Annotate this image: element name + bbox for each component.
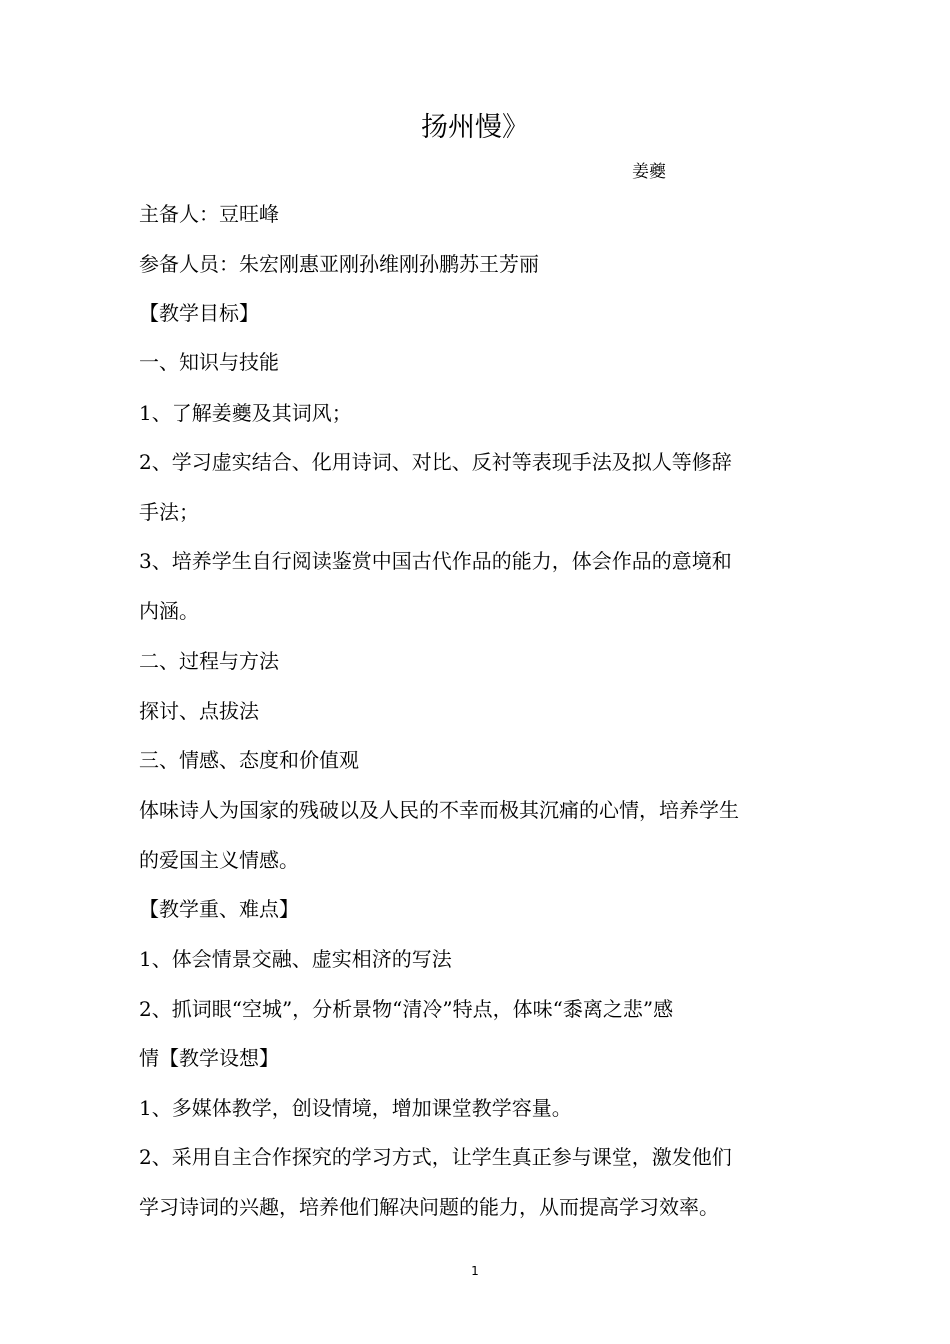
text-line: 2、学习虚实结合、化用诗词、对比、反衬等表现手法及拟人等修辞 — [139, 450, 732, 474]
text-line: 体味诗人为国家的残破以及人民的不幸而极其沉痛的心情，培养学生 — [139, 798, 739, 822]
text-line: 3、培养学生自行阅读鉴赏中国古代作品的能力，体会作品的意境和 — [139, 549, 732, 573]
text-line: 情【教学设想】 — [139, 1046, 279, 1070]
text-line: 1、了解姜夔及其词风； — [139, 401, 352, 425]
text-line: 探讨、点拔法 — [139, 699, 259, 723]
text-line: 1、体会情景交融、虚实相济的写法 — [139, 947, 452, 971]
text-line: 2、抓词眼“空城”，分析景物“清冷”特点，体味“黍离之悲”感 — [139, 997, 674, 1021]
text-line: 学习诗词的兴趣，培养他们解决问题的能力，从而提高学习效率。 — [139, 1195, 719, 1219]
text-line: 的爱国主义情感。 — [139, 848, 299, 872]
document-title: 扬州慢》 — [421, 112, 529, 143]
page-number: 1 — [471, 1264, 479, 1278]
subheading-process: 二、过程与方法 — [139, 649, 279, 673]
text-line: 2、采用自主合作探究的学习方式，让学生真正参与课堂，激发他们 — [139, 1145, 732, 1169]
text-line: 手法； — [139, 500, 199, 524]
text-line-participants: 参备人员：朱宏刚惠亚刚孙维刚孙鹏苏王芳丽 — [139, 252, 539, 276]
subheading-emotion: 三、情感、态度和价值观 — [139, 748, 359, 772]
section-heading-key-points: 【教学重、难点】 — [139, 897, 299, 921]
author-name: 姜夔 — [632, 162, 666, 182]
text-line-preparer: 主备人：豆旺峰 — [139, 202, 279, 226]
subheading-knowledge: 一、知识与技能 — [139, 350, 279, 374]
section-heading-goals: 【教学目标】 — [139, 301, 259, 325]
text-line: 1、多媒体教学，创设情境，增加课堂教学容量。 — [139, 1096, 572, 1120]
text-line: 内涵。 — [139, 599, 199, 623]
